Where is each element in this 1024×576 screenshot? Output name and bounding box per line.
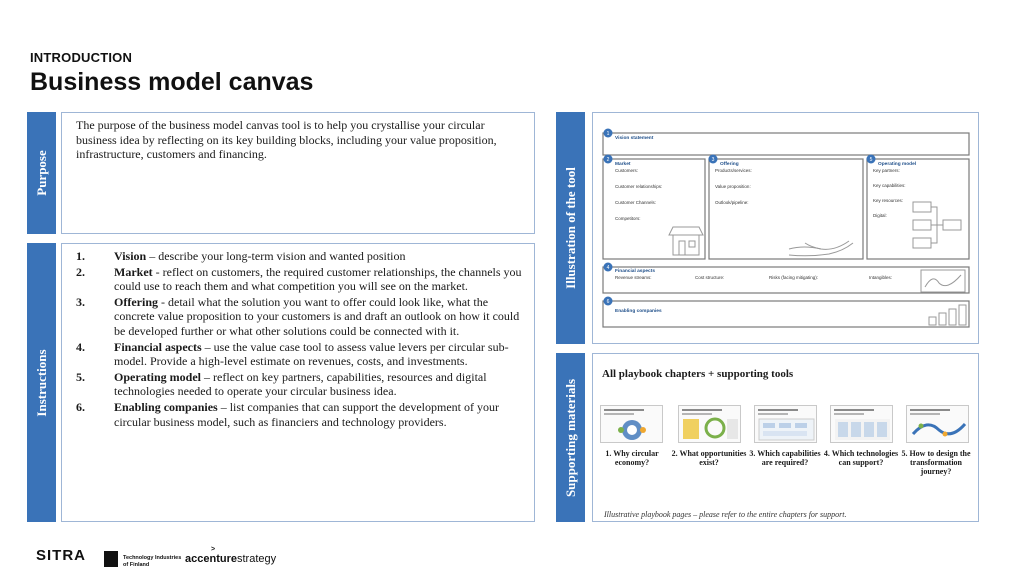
instructions-tab [27, 243, 56, 522]
ill-field: Products/services: [715, 168, 752, 173]
step-item: 5. Operating model – reflect on key partners, capabilities, resources and digital technologies needed to operate your circular business idea. [76, 369, 487, 399]
chapter-caption: 5. How to design the transformation journey? [901, 449, 971, 477]
ill-field: Key capabilities: [873, 183, 906, 188]
ill-field: Digital: [873, 213, 887, 218]
step-item: 2. Market - reflect on customers, the required customer relationships, the channels you could use to reach them and what competition you will see on the market. [76, 264, 522, 294]
ill-field: Revenue streams: [615, 275, 652, 280]
techind-logo: Technology Industries of Finland [123, 555, 182, 568]
ill-field: Competitors: [615, 216, 641, 221]
supporting-tab [556, 353, 585, 522]
ill-field: Value proposition: [715, 184, 751, 189]
ill-operating-label: Operating model [878, 162, 917, 167]
chapter-caption: 4. Which technologies can support? [823, 449, 899, 468]
shop-icon [669, 227, 703, 255]
section-kicker: INTRODUCTION [30, 50, 133, 65]
purpose-text: The purpose of the business model canvas tool is to help you crystallise your circular business idea by reflecting on its key building blocks, including your value proposition, infrastructure, customers and financing. [76, 118, 497, 161]
network-icon [913, 202, 961, 248]
illustration-tab-label: Illustration of the tool [562, 167, 578, 289]
line-chart-icon [921, 270, 965, 292]
purpose-tab-label: Purpose [33, 150, 49, 196]
techind-logo-mark [104, 551, 118, 567]
instructions-list [76, 249, 528, 430]
badge-6: 6 [606, 298, 610, 305]
chapter-caption: 1. Why circular economy? [605, 449, 659, 468]
bar-chart-icon [929, 305, 966, 325]
ill-field: Intangibles: [869, 275, 893, 280]
supporting-tab-label: Supporting materials [562, 378, 578, 497]
step-item: 3. Offering - detail what the solution you want to offer could look like, what the concrete value proposition to your customers is and draft an outlook on how it could be developed further or what other solutions could be connected with it. [76, 294, 520, 338]
ill-field: Risks (facing mitigating): [769, 275, 819, 280]
purpose-tab [27, 112, 56, 234]
ill-field: Customer Channels: [615, 200, 657, 205]
ill-field: Customer relationships: [615, 184, 663, 189]
ill-field: Key resources: [873, 198, 904, 203]
badge-1: 1 [606, 130, 610, 137]
badge-5: 5 [869, 156, 873, 163]
step-item: 4. Financial aspects – use the value case tool to assess value levers per circular sub-model. Provide a high-level estimate on revenues, costs, and investments. [76, 339, 509, 369]
ill-enabling-label: Enabling companies [615, 309, 662, 314]
instructions-tab-label: Instructions [33, 348, 49, 417]
accenture-logo: accenturestrategy [185, 553, 277, 565]
chapter-caption: 2. What opportunities exist? [671, 449, 747, 468]
playbook-thumbnail [678, 405, 741, 443]
step-item: 6. Enabling companies – list companies that can support the development of your circular business model, such as financiers and technology providers. [76, 399, 499, 429]
ill-field: Customers: [615, 168, 639, 173]
playbook-thumbnail [600, 405, 663, 443]
badge-4: 4 [606, 264, 610, 271]
sitra-logo: SITRA [36, 547, 86, 564]
accenture-chevron-icon: > [211, 546, 216, 553]
ill-field: Cost structure: [695, 275, 725, 280]
illustration-tab [556, 112, 585, 344]
page-title: Business model canvas [30, 68, 314, 96]
playbook-thumbnail [754, 405, 817, 443]
badge-3: 3 [711, 156, 715, 163]
supporting-title: All playbook chapters + supporting tools [602, 368, 794, 380]
ill-market-label: Market [615, 162, 631, 167]
ill-offering-label: Offering [720, 162, 739, 167]
playbook-thumbnail [906, 405, 969, 443]
ill-field: Key partners: [873, 168, 900, 173]
ill-financial-label: Financial aspects [615, 269, 655, 274]
step-item: 1. Vision – describe your long-term vision and wanted position [76, 249, 406, 263]
canvas-illustration [599, 127, 971, 329]
hand-icon [789, 241, 853, 256]
chapter-caption: 3. Which capabilities are required? [749, 449, 821, 468]
ill-field: Outlook/pipeline: [715, 200, 749, 205]
ill-vision-label: Vision statement [615, 136, 654, 141]
badge-2: 2 [606, 156, 610, 163]
supporting-note: Illustrative playbook pages – please refer to the entire chapters for support. [604, 510, 847, 519]
playbook-thumbnail [830, 405, 893, 443]
